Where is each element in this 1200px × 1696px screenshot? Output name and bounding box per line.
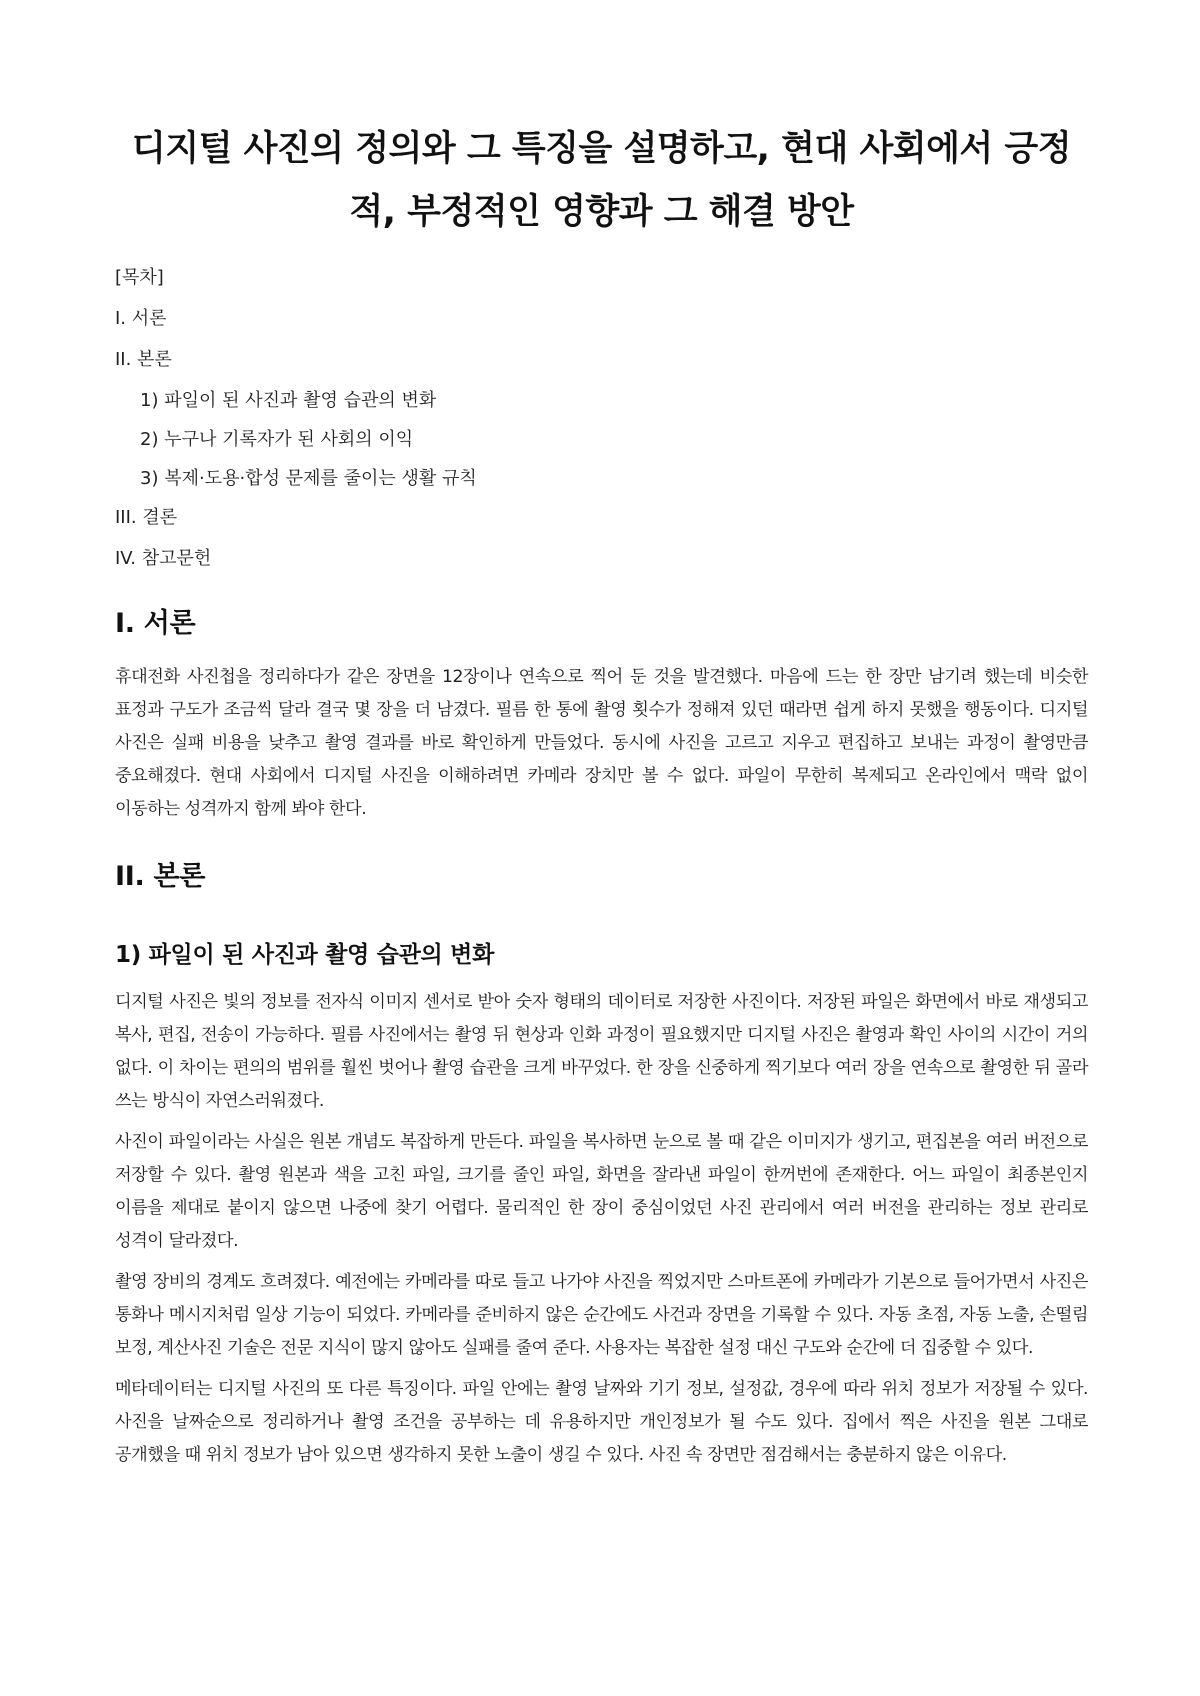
- toc-item-body-1: 1) 파일이 된 사진과 촬영 습관의 변화: [140, 390, 437, 411]
- toc-item-body-3: 3) 복제·도용·합성 문제를 줄이는 생활 규칙: [140, 468, 477, 489]
- body-paragraph-2: 사진이 파일이라는 사실은 원본 개념도 복잡하게 만든다. 파일을 복사하면 눈으로 볼 때 같은 이미지가 생기고, 편집본을 여러 버전으로 저장할 수 있다. 촬영 원본과 색을 고친 파일, 크기를 줄인 파일, 화면을 잘라낸 파일이 한꺼번에 존재한다. 어느 파일이 최종본인지 이름을 제대로 붙이지 않으면 나중에 찾기 어렵다. 물리적인 한 장이 중심이었던 사진 관리에서 여러 버전을 관리하는 정보 관리로 성격이 달라졌다.: [115, 1132, 1088, 1251]
- subsection-heading-1: 1) 파일이 된 사진과 촬영 습관의 변화: [115, 942, 495, 968]
- body-paragraph-1: 디지털 사진은 빛의 정보를 전자식 이미지 센서로 받아 숫자 형태의 데이터로 저장한 사진이다. 저장된 파일은 화면에서 바로 재생되고 복사, 편집, 전송이 가능하다. 필름 사진에서는 촬영 뒤 현상과 인화 과정이 필요했지만 디지털 사진은 촬영과 확인 사이의 시간이 거의 없다. 이 차이는 편의의 범위를 훨씬 벗어나 촬영 습관을 크게 바꾸었다. 한 장을 신중하게 찍기보다 여러 장을 연속으로 촬영한 뒤 골라 쓰는 방식이 자연스러워졌다.: [115, 992, 1088, 1111]
- toc-item-intro: I. 서론: [115, 308, 167, 329]
- intro-paragraph: 휴대전화 사진첩을 정리하다가 같은 장면을 12장이나 연속으로 찍어 둔 것을 발견했다. 마음에 드는 한 장만 남기려 했는데 비슷한 표정과 구도가 조금씩 달라 결국 몇 장을 더 남겼다. 필름 한 통에 촬영 횟수가 정해져 있던 때라면 쉽게 하지 못했을 행동이다. 디지털 사진은 실패 비용을 낮추고 촬영 결과를 바로 확인하게 만들었다. 동시에 사진을 고르고 지우고 편집하고 보내는 과정이 촬영만큼 중요해졌다. 현대 사회에서 디지털 사진을 이해하려면 카메라 장치만 볼 수 없다. 파일이 무한히 복제되고 온라인에서 맥락 없이 이동하는 성격까지 함께 봐야 한다.: [115, 667, 1088, 819]
- body-paragraph-4: 메타데이터는 디지털 사진의 또 다른 특징이다. 파일 안에는 촬영 날짜와 기기 정보, 설정값, 경우에 따라 위치 정보가 저장될 수 있다. 사진을 날짜순으로 정리하거나 촬영 조건을 공부하는 데 유용하지만 개인정보가 될 수도 있다. 집에서 찍은 사진을 원본 그대로 공개했을 때 위치 정보가 남아 있으면 생각하지 못한 노출이 생길 수 있다. 사진 속 장면만 점검해서는 충분하지 않은 이유다.: [115, 1379, 1088, 1465]
- toc-heading: [목차]: [115, 267, 164, 288]
- document-title: 디지털 사진의 정의와 그 특징을 설명하고, 현대 사회에서 긍정적, 부정적인 영향과 그 해결 방안: [131, 129, 1072, 232]
- table-of-contents: [115, 268, 1088, 569]
- toc-item-body-2: 2) 누구나 기록자가 된 사회의 이익: [140, 429, 414, 450]
- section-heading-intro: I. 서론: [115, 608, 196, 639]
- body-paragraph-3: 촬영 장비의 경계도 흐려졌다. 예전에는 카메라를 따로 들고 나가야 사진을 찍었지만 스마트폰에 카메라가 기본으로 들어가면서 사진은 통화나 메시지처럼 일상 기능이 되었다. 카메라를 준비하지 않은 순간에도 사건과 장면을 기록할 수 있다. 자동 초점, 자동 노출, 손떨림 보정, 계산사진 기술은 전문 지식이 많지 않아도 실패를 줄여 준다. 사용자는 복잡한 설정 대신 구도와 순간에 더 집중할 수 있다.: [115, 1272, 1088, 1358]
- toc-item-conclusion: III. 결론: [115, 507, 178, 528]
- toc-item-references: IV. 참고문헌: [115, 548, 212, 569]
- toc-item-body: II. 본론: [115, 349, 172, 370]
- section-heading-body: II. 본론: [115, 861, 206, 892]
